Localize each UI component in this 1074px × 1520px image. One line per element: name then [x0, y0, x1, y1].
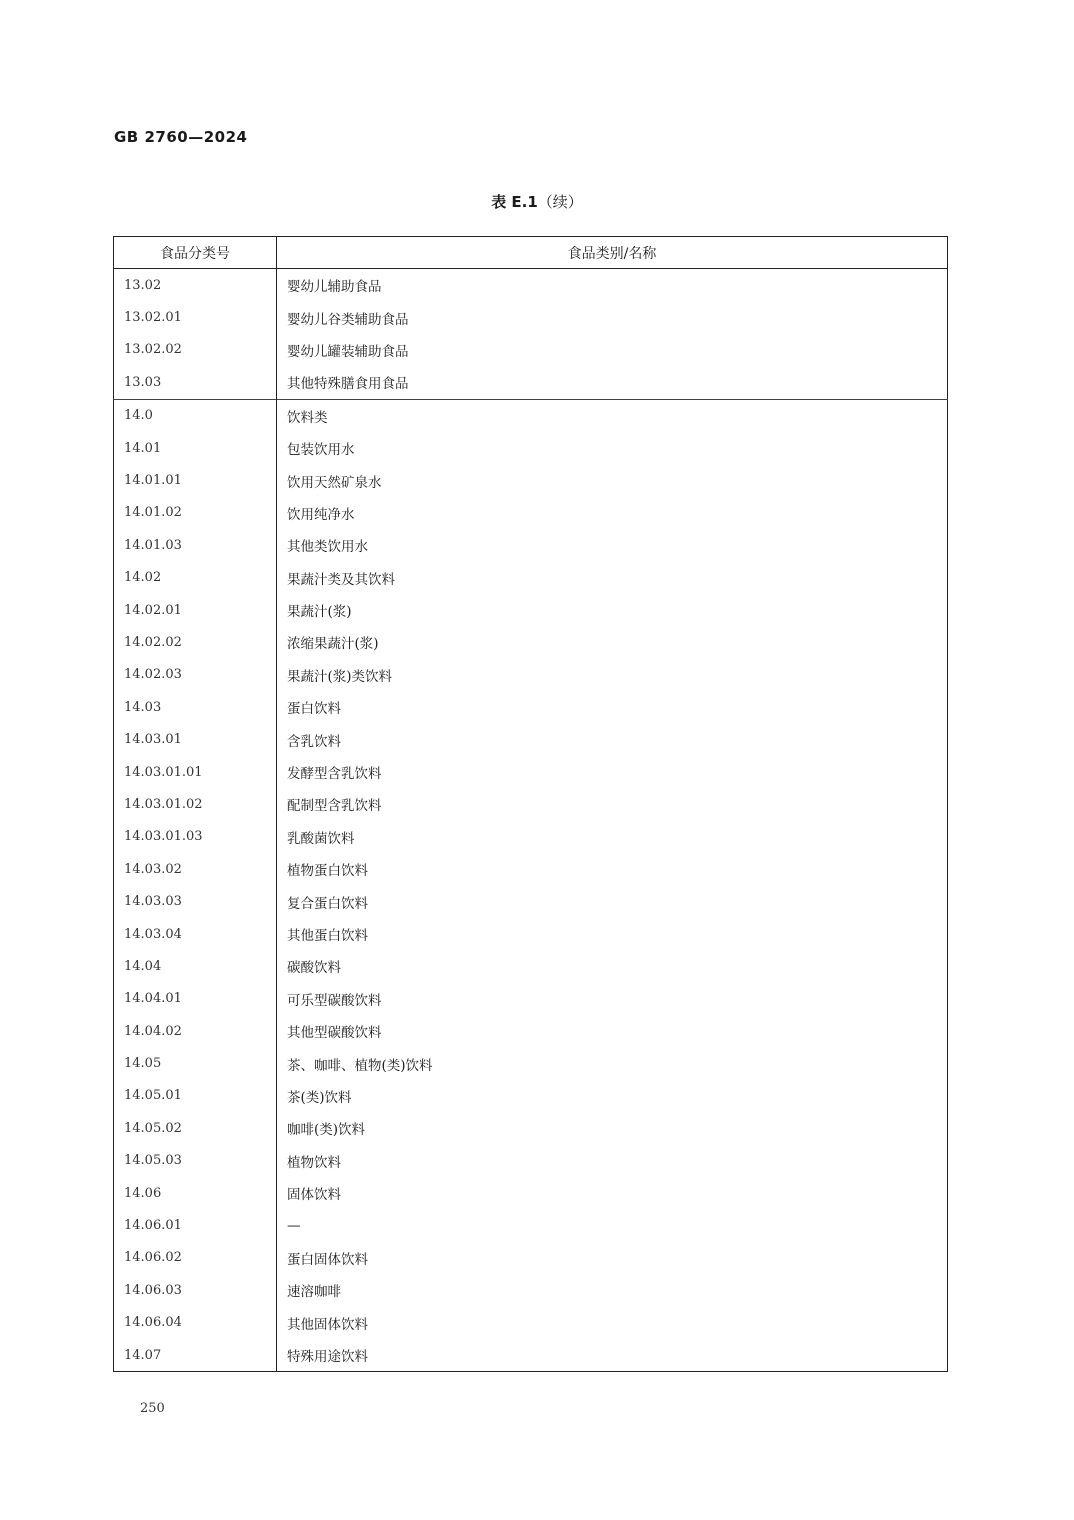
- table-row: [114, 432, 948, 464]
- table-row: [114, 529, 948, 561]
- category-code: 14.01.02: [114, 497, 277, 529]
- category-name: 饮用天然矿泉水: [287, 474, 382, 491]
- category-code: 14.06.03: [114, 1274, 277, 1306]
- category-code: 14.0: [114, 399, 277, 432]
- category-name: 植物蛋白饮料: [287, 863, 368, 880]
- category-code: 13.02.01: [114, 301, 277, 333]
- category-name: 特殊用途饮料: [287, 1349, 368, 1366]
- category-name: 饮料类: [277, 399, 948, 432]
- category-name: 茶(类)饮料: [287, 1089, 352, 1106]
- category-name: 其他特殊膳食用食品: [287, 376, 409, 393]
- category-name: 果蔬汁类及其饮料: [287, 571, 395, 588]
- category-code: 14.03.04: [114, 918, 277, 950]
- table-row: [114, 1274, 948, 1306]
- table-row: [114, 366, 948, 399]
- category-name: 饮用纯净水: [287, 506, 355, 523]
- category-code: 14.06.04: [114, 1307, 277, 1339]
- category-code: 14.03.01.02: [114, 788, 277, 820]
- category-name: 其他固体饮料: [287, 1316, 368, 1333]
- category-name: 配制型含乳饮料: [287, 798, 382, 815]
- category-code: 14.03.01.01: [114, 756, 277, 788]
- category-code: 14.01: [114, 432, 277, 464]
- category-code: 14.03.02: [114, 853, 277, 885]
- table-row: [114, 1112, 948, 1144]
- category-name: 速溶咖啡: [287, 1284, 341, 1301]
- category-code: 14.04.02: [114, 1015, 277, 1047]
- table-row: [114, 1145, 948, 1177]
- category-name: 婴幼儿辅助食品: [287, 279, 382, 296]
- category-name: 浓缩果蔬汁(浆): [287, 636, 379, 653]
- category-name: 植物饮料: [287, 1154, 341, 1171]
- table-row: [114, 885, 948, 917]
- table-body: [114, 269, 948, 1372]
- category-name: 发酵型含乳饮料: [287, 766, 382, 783]
- category-name: 茶、咖啡、植物(类)饮料: [287, 1057, 433, 1074]
- table-row: [114, 594, 948, 626]
- category-name: 其他类饮用水: [287, 539, 368, 556]
- table-row: [114, 1177, 948, 1209]
- category-code: 13.03: [114, 366, 277, 399]
- table-row: [114, 918, 948, 950]
- table-row: [114, 853, 948, 885]
- category-code: 14.05.01: [114, 1080, 277, 1112]
- category-code: 14.05.02: [114, 1112, 277, 1144]
- table-row: [114, 756, 948, 788]
- table-row: [114, 626, 948, 658]
- category-name: 婴幼儿罐装辅助食品: [287, 343, 409, 360]
- category-name: —: [287, 1217, 301, 1234]
- category-code: 14.06.01: [114, 1209, 277, 1241]
- category-code: 14.03: [114, 691, 277, 723]
- category-code: 14.07: [114, 1339, 277, 1372]
- category-code: 14.02.01: [114, 594, 277, 626]
- table-row: [114, 497, 948, 529]
- category-name: 乳酸菌饮料: [287, 830, 355, 847]
- category-name: 其他型碳酸饮料: [287, 1025, 382, 1042]
- table-row: [114, 1015, 948, 1047]
- category-code: 14.03.01: [114, 723, 277, 755]
- category-name: 果蔬汁(浆)类饮料: [287, 668, 393, 685]
- category-name: 固体饮料: [287, 1187, 341, 1204]
- table-row: [114, 269, 948, 302]
- table-row: [114, 562, 948, 594]
- category-code: 13.02: [114, 269, 277, 302]
- category-code: 14.03.03: [114, 885, 277, 917]
- category-code: 14.06.02: [114, 1242, 277, 1274]
- category-code: 13.02.02: [114, 334, 277, 366]
- table-row: [114, 334, 948, 366]
- category-name: 果蔬汁(浆): [287, 604, 352, 621]
- column-header-name: 食品类别/名称: [277, 237, 948, 269]
- table-title-label: 表 E.1: [491, 193, 538, 211]
- table-row: [114, 723, 948, 755]
- category-code: 14.05.03: [114, 1145, 277, 1177]
- table-row: [114, 950, 948, 982]
- table-row: [114, 464, 948, 496]
- table-row: [114, 301, 948, 333]
- table-row: [114, 1307, 948, 1339]
- category-name: 其他蛋白饮料: [287, 928, 368, 944]
- table-row: [114, 1047, 948, 1079]
- category-code: 14.01.03: [114, 529, 277, 561]
- category-code: 14.04.01: [114, 983, 277, 1015]
- category-name: 包装饮用水: [287, 442, 355, 459]
- table-row: [114, 821, 948, 853]
- table-row: [114, 983, 948, 1015]
- page-number: 250: [140, 1401, 165, 1416]
- table-title: [0, 191, 1074, 212]
- table-row: [114, 659, 948, 691]
- category-name: 含乳饮料: [287, 733, 341, 750]
- table-row: [114, 1339, 948, 1372]
- table-row: [114, 399, 948, 432]
- table-row: [114, 788, 948, 820]
- category-code: 14.02.03: [114, 659, 277, 691]
- table-row: [114, 1242, 948, 1274]
- category-code: 14.05: [114, 1047, 277, 1079]
- table-row: [114, 1209, 948, 1241]
- table-row: [114, 1080, 948, 1112]
- category-code: 14.06: [114, 1177, 277, 1209]
- category-name: 碳酸饮料: [287, 960, 341, 977]
- column-header-code: 食品分类号: [114, 237, 277, 269]
- category-code: 14.01.01: [114, 464, 277, 496]
- category-name: 可乐型碳酸饮料: [287, 992, 382, 1009]
- category-name: 婴幼儿谷类辅助食品: [287, 311, 409, 328]
- category-name: 咖啡(类)饮料: [287, 1122, 366, 1139]
- category-name: 复合蛋白饮料: [287, 895, 368, 912]
- table-header-row: [114, 237, 948, 269]
- table-row: [114, 691, 948, 723]
- category-code: 14.02.02: [114, 626, 277, 658]
- food-category-table: [113, 236, 947, 1372]
- category-code: 14.02: [114, 562, 277, 594]
- table-title-suffix: （续）: [537, 193, 583, 211]
- category-name: 蛋白固体饮料: [287, 1251, 368, 1268]
- standard-code: GB 2760—2024: [114, 128, 248, 146]
- category-code: 14.04: [114, 950, 277, 982]
- category-name: 蛋白饮料: [287, 701, 341, 718]
- category-code: 14.03.01.03: [114, 821, 277, 853]
